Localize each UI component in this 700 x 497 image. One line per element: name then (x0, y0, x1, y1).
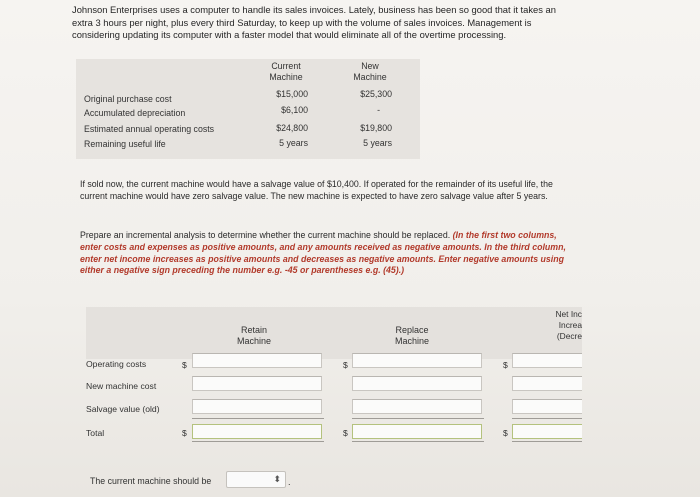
conclusion-select[interactable] (226, 471, 286, 488)
net-header-line3: (Decre (556, 331, 582, 341)
intro-paragraph: Johnson Enterprises uses a computer to handle its sales invoices. Lately, business has been so good that it takes an extra 3 hours per night, plus every third Saturday, to keep up with the volume of sales invoices. Management is considering updating its computer with a faster model that would eliminate all of the overtime processing. (72, 4, 556, 41)
dollar-sign: $ (182, 428, 187, 438)
retain-header-line2: Machine (236, 336, 272, 346)
current-machine-header (256, 61, 316, 83)
new-header-line1: New (361, 61, 379, 71)
row-label-total: Total (86, 428, 105, 438)
replace-machine-header (380, 325, 444, 347)
new-purchase-cost: $25,300 (360, 89, 392, 99)
net-total-input[interactable] (512, 424, 582, 439)
dollar-sign: $ (343, 428, 348, 438)
current-accumulated-depreciation: $6,100 (281, 105, 308, 115)
row-label-salvage-value: Salvage value (old) (86, 404, 160, 414)
new-accumulated-depreciation: - (377, 105, 380, 115)
retain-total-input[interactable] (192, 424, 322, 439)
replace-header-line1: Replace (395, 325, 429, 335)
net-income-header (538, 309, 582, 342)
net-header-line1: Net Inc (555, 309, 582, 319)
net-operating-costs-input[interactable] (512, 353, 582, 368)
current-purchase-cost: $15,000 (276, 89, 308, 99)
total-rule (352, 418, 484, 419)
net-new-machine-cost-input[interactable] (512, 376, 582, 391)
incremental-analysis-table (86, 307, 582, 441)
analysis-header-band (86, 307, 582, 359)
total-rule (192, 418, 324, 419)
new-operating-costs: $19,800 (360, 123, 392, 133)
net-header-line2: Increa (558, 320, 582, 330)
sentence-period: . (288, 477, 291, 487)
replace-operating-costs-input[interactable] (352, 353, 482, 368)
current-operating-costs: $24,800 (276, 123, 308, 133)
row-label-useful-life: Remaining useful life (84, 139, 166, 149)
new-machine-header (340, 61, 400, 83)
current-header-line1: Current (271, 61, 301, 71)
retain-machine-header (222, 325, 286, 347)
replace-total-input[interactable] (352, 424, 482, 439)
net-salvage-value-input[interactable] (512, 399, 582, 414)
updown-arrow-icon: ⬍ (273, 474, 281, 484)
new-useful-life: 5 years (363, 138, 392, 148)
total-double-rule (352, 441, 484, 442)
retain-operating-costs-input[interactable] (192, 353, 322, 368)
total-double-rule (192, 441, 324, 442)
dollar-sign: $ (343, 360, 348, 370)
row-label-accumulated-depreciation: Accumulated depreciation (84, 108, 186, 118)
row-label-purchase-cost: Original purchase cost (84, 94, 172, 104)
instructions-paragraph (80, 230, 574, 277)
machine-facts-table (76, 59, 420, 159)
replace-header-line2: Machine (394, 336, 430, 346)
retain-salvage-value-input[interactable] (192, 399, 322, 414)
dollar-sign: $ (503, 428, 508, 438)
replace-new-machine-cost-input[interactable] (352, 376, 482, 391)
salvage-paragraph: If sold now, the current machine would have a salvage value of $10,400. If operated for the remainder of its useful life, the current machine would have zero salvage value. The new machine is expected to have zero salvage value after 5 years. (80, 179, 553, 201)
retain-header-line1: Retain (240, 325, 267, 335)
retain-new-machine-cost-input[interactable] (192, 376, 322, 391)
row-label-operating-costs: Estimated annual operating costs (84, 124, 215, 134)
instructions-note: (In the first two columns, enter costs and expenses as positive amounts, and any amounts received as negative amounts. In the third column, enter net income increases as positive amounts and decreases as negative amounts. Enter negative amounts using either a negative sign preceding the number e.g. -45 or parentheses e.g. (45).) (80, 230, 566, 276)
total-rule (512, 418, 582, 419)
instructions-text: Prepare an incremental analysis to determine whether the current machine should be replaced. (80, 230, 451, 240)
current-header-line2: Machine (269, 72, 303, 82)
replace-salvage-value-input[interactable] (352, 399, 482, 414)
row-label-operating-costs: Operating costs (86, 359, 147, 369)
dollar-sign: $ (182, 360, 187, 370)
row-label-new-machine-cost: New machine cost (86, 381, 157, 391)
current-useful-life: 5 years (279, 138, 308, 148)
new-header-line2: Machine (353, 72, 387, 82)
total-double-rule (512, 441, 582, 442)
dollar-sign: $ (503, 360, 508, 370)
conclusion-label: The current machine should be (90, 476, 212, 486)
